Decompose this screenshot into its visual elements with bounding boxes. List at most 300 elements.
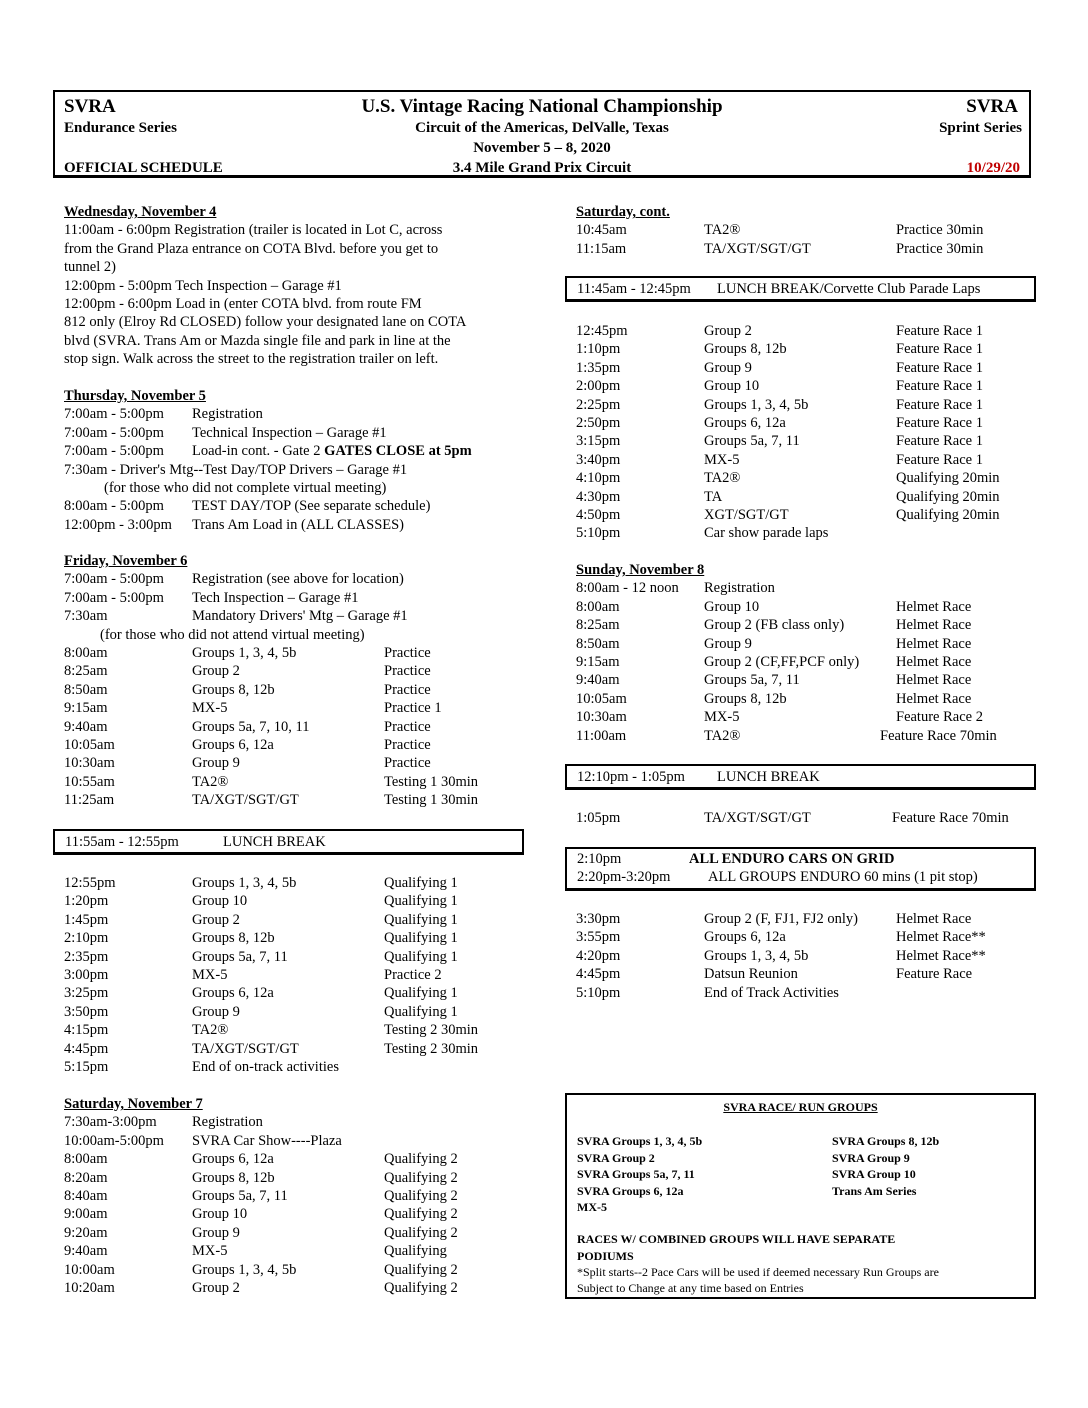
schedule-row (576, 377, 1036, 395)
time: 8:00am (64, 1151, 108, 1168)
time: 10:55am (64, 773, 115, 790)
sunday-pm-rows (576, 910, 1036, 1002)
wednesday-line: 812 only (Elroy Rd CLOSED) follow your designated lane on COTA (64, 314, 467, 331)
time: 8:50am (576, 635, 620, 652)
time: 8:00am - 12 noon (576, 580, 679, 597)
group: TA (704, 488, 723, 505)
schedule-row (576, 635, 1036, 653)
group: MX-5 (192, 966, 228, 983)
lunch-label: LUNCH BREAK (223, 834, 326, 850)
time: 8:00am (64, 644, 108, 661)
schedule-row (64, 1187, 534, 1205)
time: 10:30am (64, 755, 115, 772)
wednesday-line: tunnel 2) (64, 259, 116, 276)
session: Practice (384, 736, 431, 753)
group: Groups 5a, 7, 10, 11 (192, 718, 310, 735)
schedule-row (64, 1224, 534, 1242)
event (192, 442, 472, 460)
run-groups-left (577, 1133, 702, 1216)
time: 3:30pm (576, 911, 621, 927)
left-title: SVRA (64, 96, 116, 117)
run-group: SVRA Groups 8, 12b (832, 1134, 940, 1148)
group: TA/XGT/SGT/GT (704, 810, 811, 826)
schedule-row (576, 579, 1036, 597)
group: TA/XGT/SGT/GT (192, 792, 299, 809)
session: Helmet Race (896, 690, 972, 707)
event: Tech Inspection – Garage #1 (192, 589, 359, 606)
time: 4:50pm (576, 506, 621, 523)
run-groups-box (565, 1093, 1036, 1299)
session: Qualifying 2 (384, 1187, 458, 1204)
time: 8:25am (64, 663, 108, 680)
schedule-row (64, 1040, 534, 1058)
schedule-row (576, 359, 1036, 377)
schedule-row (64, 1242, 534, 1260)
group: Groups 6, 12a (192, 1151, 274, 1168)
group: Car show parade laps (704, 525, 829, 542)
session: Feature Race 1 (896, 414, 983, 431)
session: Qualifying 20min (896, 506, 1000, 523)
time: 10:05am (576, 690, 627, 707)
schedule-row (64, 948, 534, 966)
schedule-row (64, 773, 534, 791)
saturday-lunch-box (565, 276, 1036, 302)
session: Testing 1 30min (384, 792, 479, 809)
group: Groups 6, 12a (192, 985, 274, 1002)
group: Groups 6, 12a (704, 414, 786, 431)
group: Group 9 (704, 635, 752, 652)
time: 7:00am - 5:00pm (64, 443, 164, 460)
session: Helmet Race (896, 617, 972, 634)
group: Group 2 (F, FJ1, FJ2 only) (704, 911, 858, 927)
group: Group 2 (192, 663, 240, 680)
event-text: Load-in cont. - Gate 2 (192, 443, 325, 460)
podium-note: RACES W/ COMBINED GROUPS WILL HAVE SEPARATE (577, 1232, 896, 1246)
time: 8:00am (576, 598, 620, 615)
time: 1:05pm (576, 810, 621, 826)
session: Qualifying 20min (896, 470, 1000, 487)
official-schedule-label: OFFICIAL SCHEDULE (64, 160, 223, 176)
session: Practice (384, 718, 431, 735)
schedule-row (576, 506, 1036, 524)
time: 3:40pm (576, 451, 621, 468)
schedule-row (64, 892, 534, 910)
schedule-row (64, 1279, 534, 1297)
circuit-name: 3.4 Mile Grand Prix Circuit (452, 160, 632, 176)
group: Groups 5a, 7, 11 (192, 1187, 288, 1204)
session: Feature Race 70min (880, 727, 997, 744)
schedule-row (576, 524, 1036, 542)
group: Group 2 (CF,FF,PCF only) (704, 653, 860, 670)
drivers-meeting-line: 7:30am - Driver's Mtg--Test Day/TOP Drivers – Garage #1 (64, 461, 408, 478)
wednesday-line: from the Grand Plaza entrance on COTA Blvd. before you get to (64, 240, 439, 257)
saturday-cont-heading: Saturday, cont. (576, 204, 670, 220)
session: Qualifying 1 (384, 930, 458, 947)
session: Feature Race 1 (896, 359, 983, 376)
schedule-row (64, 662, 534, 680)
time: 9:40am (576, 672, 620, 689)
saturday-heading: Saturday, November 7 (64, 1096, 203, 1112)
friday-pm-section (64, 874, 534, 1076)
drivers-meeting-note: (for those who did not complete virtual meeting) (104, 479, 387, 496)
session: Feature Race (896, 966, 973, 983)
session: Qualifying 1 (384, 875, 458, 891)
schedule-row (576, 928, 1036, 946)
time: 12:10pm - 1:05pm (577, 769, 685, 785)
run-group: SVRA Group 10 (832, 1167, 916, 1181)
time: 9:40am (64, 1243, 108, 1260)
time: 1:10pm (576, 341, 621, 358)
session: Practice 1 (384, 700, 442, 717)
run-group: SVRA Group 9 (832, 1150, 910, 1165)
session: Practice (384, 644, 431, 661)
event: Registration (192, 406, 263, 423)
schedule-row (576, 451, 1036, 469)
time: 2:10pm (64, 930, 109, 947)
time: 2:20pm-3:20pm (577, 869, 671, 886)
group: Groups 1, 3, 4, 5b (704, 396, 809, 413)
time: 10:30am (576, 709, 627, 726)
friday-lunch-box (53, 829, 524, 855)
session: Qualifying 1 (384, 893, 458, 910)
time: 10:45am (576, 222, 627, 239)
session: Qualifying 2 (384, 1206, 458, 1223)
schedule-row (64, 754, 534, 772)
group: Group 2 (FB class only) (704, 617, 845, 634)
schedule-row (64, 644, 534, 662)
time: 11:15am (576, 240, 627, 257)
lunch-row (65, 833, 522, 851)
time: 9:20am (64, 1224, 108, 1241)
session: Feature Race 1 (896, 433, 983, 450)
group: TA2® (192, 1022, 229, 1039)
session: Qualifying 1 (384, 1003, 458, 1020)
run-group: SVRA Groups 6, 12a (577, 1183, 684, 1198)
time: 11:45am - 12:45pm (577, 281, 691, 297)
group: MX-5 (704, 709, 740, 726)
time: 4:30pm (576, 488, 621, 505)
wednesday-line: 12:00pm - 6:00pm Load in (enter COTA blvd. from route FM (64, 295, 422, 312)
schedule-row (576, 469, 1036, 487)
schedule-row (576, 809, 1036, 827)
time: 5:15pm (64, 1058, 109, 1075)
thursday-heading: Thursday, November 5 (64, 388, 206, 404)
schedule-row (576, 488, 1036, 506)
session: Feature Race 1 (896, 451, 983, 468)
session: Qualifying 2 (384, 1151, 458, 1168)
group: End of Track Activities (704, 984, 839, 1001)
schedule-row (64, 984, 534, 1002)
group: Group 9 (192, 1224, 240, 1241)
enduro-row (577, 850, 1034, 868)
time: 7:00am - 5:00pm (64, 589, 164, 606)
enduro-race-label: ALL GROUPS ENDURO 60 mins (1 pit stop) (708, 869, 978, 886)
time: 4:15pm (64, 1022, 109, 1039)
schedule-row (576, 598, 1036, 616)
session: Helmet Race (896, 598, 972, 615)
run-groups-notes (577, 1231, 939, 1296)
wednesday-heading: Wednesday, November 4 (64, 204, 217, 220)
session: Qualifying 1 (384, 911, 458, 928)
session: Feature Race 1 (896, 323, 983, 339)
time: 2:50pm (576, 414, 621, 431)
time: 2:10pm (577, 851, 622, 867)
schedule-row (576, 984, 1036, 1002)
group: Groups 8, 12b (192, 1169, 275, 1186)
saturday-rows (64, 1113, 534, 1297)
session: Qualifying 20min (896, 488, 1000, 505)
group: Group 9 (192, 1003, 240, 1020)
group: MX-5 (704, 451, 740, 468)
meeting-note: (for those who did not attend virtual meeting) (100, 626, 365, 643)
saturday-cont-section (576, 203, 1036, 258)
session: Feature Race 1 (896, 378, 983, 395)
wednesday-line: 12:00pm - 5:00pm Tech Inspection – Garage #1 (64, 277, 342, 294)
enduro-grid-label: ALL ENDURO CARS ON GRID (689, 851, 895, 867)
time: 5:10pm (576, 525, 621, 542)
time: 12:55pm (64, 875, 116, 891)
sunday-lunch-box (565, 764, 1036, 790)
group: Group 2 (704, 323, 752, 339)
schedule-row (64, 1058, 534, 1076)
group: Groups 6, 12a (192, 736, 274, 753)
time: 1:35pm (576, 359, 621, 376)
sunday-rows (576, 579, 1036, 745)
time: 9:15am (64, 700, 108, 717)
time: 1:45pm (64, 911, 109, 928)
venue: Circuit of the Americas, DelValle, Texas (415, 120, 669, 136)
session: Feature Race 1 (896, 341, 983, 358)
time: 12:00pm - 3:00pm (64, 516, 172, 533)
run-group: SVRA Groups 5a, 7, 11 (577, 1167, 695, 1181)
time: 3:55pm (576, 929, 621, 946)
group: Group 10 (704, 598, 760, 615)
lunch-label: LUNCH BREAK (717, 769, 820, 785)
group: Group 2 (192, 1279, 240, 1296)
schedule-row (64, 497, 534, 515)
group: Groups 1, 3, 4, 5b (192, 875, 297, 891)
schedule-row (576, 616, 1036, 634)
friday-section (64, 552, 534, 809)
event: Registration (see above for location) (192, 571, 404, 588)
schedule-row (64, 791, 534, 809)
time: 4:20pm (576, 947, 621, 964)
schedule-row (576, 221, 1036, 239)
saturday-section (64, 1095, 534, 1297)
time: 4:45pm (576, 966, 621, 983)
session: Feature Race 2 (896, 709, 983, 726)
session: Practice (384, 663, 431, 680)
schedule-row (64, 516, 534, 534)
session: Qualifying 1 (384, 948, 458, 965)
wednesday-section (64, 203, 466, 369)
schedule-row (64, 607, 534, 625)
schedule-row (64, 1132, 534, 1150)
time: 9:15am (576, 653, 620, 670)
schedule-row (576, 240, 1036, 258)
time: 8:00am - 5:00pm (64, 498, 164, 515)
session: Practice 30min (896, 240, 984, 257)
group: MX-5 (192, 700, 228, 717)
run-group: SVRA Groups 1, 3, 4, 5b (577, 1134, 703, 1148)
session: Helmet Race (896, 911, 972, 927)
run-groups-right (832, 1133, 939, 1199)
session: Testing 2 30min (384, 1022, 479, 1039)
schedule-row (576, 396, 1036, 414)
time: 7:30am (64, 608, 108, 625)
event: TEST DAY/TOP (See separate schedule) (192, 498, 431, 515)
time: 9:40am (64, 718, 108, 735)
group: TA/XGT/SGT/GT (704, 240, 811, 257)
group: Groups 5a, 7, 11 (704, 672, 800, 689)
schedule-row (576, 727, 1036, 745)
friday-heading: Friday, November 6 (64, 553, 188, 569)
schedule-row (64, 1169, 534, 1187)
schedule-row (576, 414, 1036, 432)
time: 1:20pm (64, 893, 109, 910)
group: Groups 5a, 7, 11 (192, 948, 288, 965)
schedule-row (576, 708, 1036, 726)
group: TA2® (704, 470, 741, 487)
split-starts-note: *Split starts--2 Pace Cars will be used if deemed necessary Run Groups are (577, 1265, 939, 1279)
time: 11:25am (64, 792, 115, 809)
group: Groups 6, 12a (704, 929, 786, 946)
group: End of on-track activities (192, 1058, 339, 1075)
session: Qualifying 1 (384, 985, 458, 1002)
run-groups-title: SVRA RACE/ RUN GROUPS (723, 1100, 878, 1114)
wednesday-line: stop sign. Walk across the street to the registration trailer on left. (64, 351, 439, 368)
session: Feature Race 70min (892, 810, 1009, 826)
run-group: SVRA Group 2 (577, 1150, 655, 1165)
change-note: Subject to Change at any time based on Entries (577, 1281, 804, 1295)
time: 4:45pm (64, 1040, 109, 1057)
schedule-row (576, 322, 1036, 340)
lunch-row (577, 768, 1034, 786)
enduro-box (565, 847, 1036, 891)
schedule-row (64, 1003, 534, 1021)
schedule-row (64, 442, 534, 460)
group: XGT/SGT/GT (704, 506, 789, 523)
time: 8:20am (64, 1169, 108, 1186)
schedule-row (576, 947, 1036, 965)
time: 3:25pm (64, 985, 109, 1002)
group: Groups 8, 12b (192, 930, 275, 947)
session: Helmet Race** (896, 929, 986, 946)
sunday-after-lunch (576, 809, 1036, 827)
session: Qualifying 2 (384, 1169, 458, 1186)
schedule-row (576, 690, 1036, 708)
right-subtitle: Sprint Series (939, 120, 1022, 136)
schedule-row (64, 589, 534, 607)
time: 10:00am (64, 1261, 115, 1278)
time: 3:50pm (64, 1003, 109, 1020)
schedule-row (64, 1150, 534, 1168)
group: Group 2 (192, 911, 240, 928)
group: Groups 5a, 7, 11 (704, 433, 800, 450)
time: 11:55am - 12:55pm (65, 834, 179, 850)
group: Group 10 (192, 1206, 248, 1223)
group: Groups 1, 3, 4, 5b (192, 644, 297, 661)
group: TA2® (192, 773, 229, 790)
session: Practice (384, 681, 431, 698)
group: Groups 1, 3, 4, 5b (192, 1261, 297, 1278)
group: Groups 8, 12b (704, 341, 787, 358)
session: Helmet Race (896, 635, 972, 652)
lunch-label: LUNCH BREAK/Corvette Club Parade Laps (717, 281, 981, 297)
lunch-row (577, 280, 1034, 298)
schedule-row (576, 671, 1036, 689)
schedule-row (64, 699, 534, 717)
schedule-row (64, 874, 534, 892)
session: Practice 30min (896, 222, 984, 239)
time: 2:25pm (576, 396, 621, 413)
group: MX-5 (192, 1243, 228, 1260)
gates-close-notice: GATES CLOSE at 5pm (324, 443, 472, 460)
time: 10:00am-5:00pm (64, 1132, 164, 1149)
schedule-row (64, 681, 534, 699)
group: Group 10 (192, 893, 248, 910)
left-subtitle: Endurance Series (64, 120, 177, 136)
session: Feature Race 1 (896, 396, 983, 413)
session: Testing 1 30min (384, 773, 479, 790)
session: Qualifying 2 (384, 1279, 458, 1296)
group: Group 10 (704, 378, 760, 395)
schedule-row (576, 965, 1036, 983)
event-dates: November 5 – 8, 2020 (473, 140, 611, 156)
schedule-row (64, 929, 534, 947)
sunday-heading: Sunday, November 8 (576, 562, 705, 578)
session: Helmet Race** (896, 947, 986, 964)
schedule-row (64, 966, 534, 984)
schedule-header (53, 90, 1031, 178)
revision-date: 10/29/20 (966, 160, 1020, 176)
session: Practice (384, 755, 431, 772)
podium-note: PODIUMS (577, 1248, 634, 1263)
time: 10:20am (64, 1279, 115, 1296)
time: 9:00am (64, 1206, 108, 1223)
group: Datsun Reunion (704, 966, 798, 983)
session: Practice 2 (384, 966, 442, 983)
schedule-row (576, 432, 1036, 450)
schedule-row (64, 1113, 534, 1131)
group: SVRA Car Show----Plaza (192, 1132, 342, 1149)
saturday-pm-section (576, 322, 1036, 543)
event-title: U.S. Vintage Racing National Championship (361, 96, 723, 117)
group: Group 9 (704, 359, 752, 376)
right-title: SVRA (966, 96, 1018, 117)
time: 2:00pm (576, 378, 621, 395)
friday-pm-rows (64, 874, 534, 1076)
time: 8:25am (576, 617, 620, 634)
session: Helmet Race (896, 672, 972, 689)
time: 7:00am - 5:00pm (64, 424, 164, 441)
group: Registration (704, 580, 775, 597)
schedule-row (64, 1205, 534, 1223)
time: 3:00pm (64, 966, 109, 983)
event: Technical Inspection – Garage #1 (192, 424, 387, 441)
time: 2:35pm (64, 948, 109, 965)
time: 10:05am (64, 736, 115, 753)
wednesday-line: blvd (SVRA. Trans Am or Mazda single file and park in line at the (64, 332, 451, 349)
schedule-row (576, 653, 1036, 671)
time: 8:40am (64, 1187, 108, 1204)
group: Group 9 (192, 755, 240, 772)
schedule-row (64, 570, 534, 588)
schedule-row (64, 736, 534, 754)
run-group: Trans Am Series (832, 1183, 917, 1198)
session: Qualifying (384, 1243, 447, 1260)
sunday-pm-section (576, 910, 1036, 1002)
